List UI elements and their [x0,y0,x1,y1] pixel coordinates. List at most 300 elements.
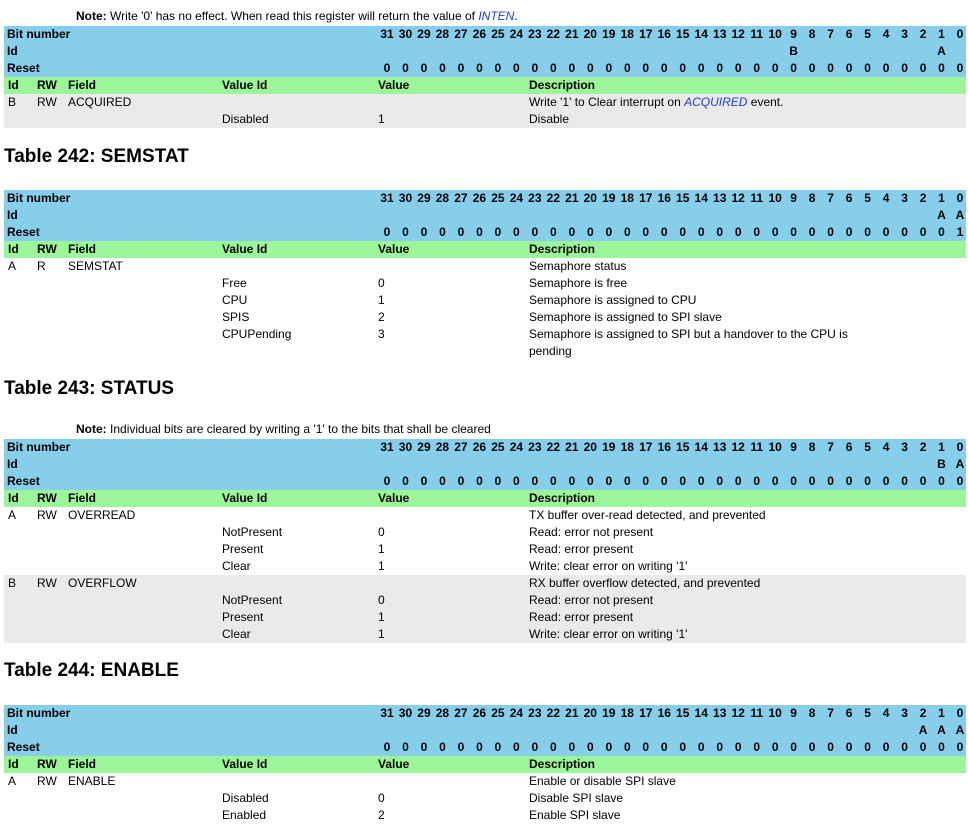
field-description: RX buffer overflow detected, and prevented [529,576,761,590]
reset-bit-4: 0 [882,474,890,488]
id-bits [377,43,964,60]
reset-label: Reset [7,61,40,75]
bit-number-3: 3 [901,440,908,454]
bit-number-25: 25 [491,706,505,720]
value-id: Clear [222,627,251,641]
bit-number-6: 6 [845,440,853,454]
reset-bit-8: 0 [808,225,816,239]
reset-bit-22: 0 [550,225,557,239]
bit-number-24: 24 [509,191,524,205]
field-id: B [8,576,17,590]
bit-number-29: 29 [417,27,431,41]
reset-bit-29: 0 [420,474,428,488]
id-bit-1: A [937,44,946,58]
value-row [4,309,966,326]
register-table-intenclr [4,26,966,128]
bit-number-6: 6 [845,191,853,205]
reset-bits [377,473,964,490]
reset-bit-14: 0 [697,740,705,754]
reset-bit-27: 0 [457,740,465,754]
reset-bit-3: 0 [901,474,908,488]
reset-bit-0: 1 [956,225,964,239]
reset-bit-31: 0 [383,740,391,754]
value: 0 [378,276,385,290]
header-value-id: Value Id [222,491,268,505]
table-title-semstat: Table 242: SEMSTAT [4,146,189,167]
bit-number-6: 6 [845,706,853,720]
reset-bit-2: 0 [919,740,927,754]
value: 1 [378,112,385,126]
value: 1 [378,627,385,641]
bit-number-22: 22 [546,191,561,205]
reset-bit-23: 0 [531,61,539,75]
reset-bit-10: 0 [771,61,779,75]
field-row [4,773,966,790]
header-row [4,77,966,94]
reset-bit-14: 0 [697,474,705,488]
reset-bit-18: 0 [623,740,631,754]
reset-bit-6: 0 [845,474,853,488]
table-title-enable: Table 244: ENABLE [4,660,179,681]
bit-number-14: 14 [694,27,708,41]
field-name: SEMSTAT [68,259,123,273]
reset-bit-12: 0 [734,61,742,75]
bit-number-0: 0 [956,706,964,720]
reset-bit-26: 0 [476,474,483,488]
value-description: Enable SPI slave [529,808,621,822]
field-description [529,94,783,111]
reset-bit-31: 0 [383,61,391,75]
field-rw: R [37,259,46,273]
note-label: Note: [76,422,107,436]
register-table-semstat [4,190,966,360]
bit-number-13: 13 [713,27,727,41]
bit-number-12: 12 [731,27,745,41]
reset-bit-10: 0 [771,740,779,754]
id-bit-0: A [955,723,965,737]
bit-number-8: 8 [808,440,816,454]
value: 2 [378,310,385,324]
bit-number-26: 26 [472,440,487,454]
bit-number-12: 12 [731,440,745,454]
value-id: SPIS [222,310,250,324]
bit-number-9: 9 [790,27,797,41]
reset-bit-26: 0 [476,740,483,754]
bit-numbers [377,439,964,456]
id-bit-1: A [937,208,946,222]
value: 0 [378,525,385,539]
field-description: Semaphore status [529,259,627,273]
bit-number-16: 16 [657,191,671,205]
header-id: Id [8,757,19,771]
reset-bit-17: 0 [642,740,650,754]
reset-bit-7: 0 [827,61,834,75]
value-row [4,807,966,824]
value-row [4,292,966,309]
value-id: CPUPending [222,327,292,341]
reset-bit-0: 0 [956,740,964,754]
value-description: Semaphore is assigned to SPI but a handover to the CPU is pending [529,327,848,358]
bit-number-3: 3 [901,706,908,720]
bit-number-18: 18 [620,440,634,454]
bit-number-30: 30 [398,706,413,720]
field-name: ACQUIRED [68,95,132,109]
reset-bit-12: 0 [734,740,742,754]
header-value-id: Value Id [222,78,268,92]
reset-bit-2: 0 [919,61,927,75]
reset-bit-9: 0 [790,225,797,239]
bit-number-23: 23 [528,440,542,454]
reset-bit-12: 0 [734,225,742,239]
reset-bit-17: 0 [642,225,650,239]
reset-bit-25: 0 [494,474,502,488]
bit-number-28: 28 [435,440,450,454]
reset-bit-29: 0 [420,225,428,239]
reset-row [4,60,966,77]
reset-bit-5: 0 [864,740,871,754]
bit-number-11: 11 [750,27,764,41]
header-value: Value [378,242,410,256]
header-value: Value [378,491,410,505]
register-note [76,9,518,23]
bit-number-11: 11 [750,706,764,720]
id-bit-0: A [955,208,965,222]
bit-number-4: 4 [882,440,890,454]
id-row [4,456,966,473]
value-description: Read: error not present [529,593,654,607]
field-row [4,575,966,592]
bit-number-5: 5 [864,27,871,41]
reset-bit-0: 0 [956,61,964,75]
bit-number-16: 16 [657,27,671,41]
bit-number-18: 18 [620,191,634,205]
bit-number-28: 28 [435,27,450,41]
reset-bit-18: 0 [623,225,631,239]
reset-bit-5: 0 [864,474,871,488]
field-id: A [8,774,17,788]
bit-number-23: 23 [528,191,542,205]
header-value: Value [378,78,410,92]
id-row [4,207,966,224]
reset-bit-3: 0 [901,225,908,239]
bit-number-21: 21 [565,27,579,41]
bit-number-15: 15 [676,27,690,41]
reset-bit-13: 0 [716,61,724,75]
bit-number-25: 25 [491,27,505,41]
value-id: Free [222,276,247,290]
header-description: Description [529,78,596,92]
field-id: A [8,508,17,522]
bit-number-7: 7 [827,440,834,454]
desc-link-acquired[interactable]: ACQUIRED [684,95,748,109]
reset-bit-5: 0 [864,225,871,239]
bit-number-7: 7 [827,706,834,720]
id-label: Id [7,723,18,737]
value-description: Write: clear error on writing '1' [529,627,688,641]
field-id: B [8,95,17,109]
value: 1 [378,542,385,556]
bit-number-21: 21 [565,191,579,205]
bit-number-16: 16 [657,706,671,720]
bit-number-27: 27 [454,27,468,41]
bit-number-28: 28 [435,706,450,720]
bit-number-17: 17 [639,440,653,454]
reset-bit-5: 0 [864,61,871,75]
value-description: Disable [529,112,570,126]
reset-bit-20: 0 [586,225,594,239]
bit-number-row [4,26,966,43]
value-description: Read: error present [529,542,634,556]
bit-number-18: 18 [620,706,634,720]
reset-bit-11: 0 [753,61,761,75]
reset-bit-3: 0 [901,61,908,75]
reset-bit-7: 0 [827,740,834,754]
reset-bit-23: 0 [531,225,539,239]
bit-number-31: 31 [380,706,394,720]
header-value-id: Value Id [222,757,268,771]
reset-bit-15: 0 [679,474,687,488]
value-row [4,524,966,541]
bit-number-10: 10 [768,706,782,720]
bit-number-1: 1 [938,440,945,454]
bit-number-2: 2 [919,706,927,720]
bit-number-23: 23 [528,27,542,41]
bit-number-27: 27 [454,191,468,205]
header-field: Field [68,78,97,92]
desc-text: Write '1' to Clear interrupt on [529,95,685,109]
reset-bit-21: 0 [568,740,576,754]
reset-bit-9: 0 [790,61,797,75]
note-text: Individual bits are cleared by writing a '1' to the bits that shall be cleared [106,422,491,436]
reset-bit-30: 0 [402,61,409,75]
bit-number-29: 29 [417,706,431,720]
reset-bit-30: 0 [402,474,409,488]
header-id: Id [8,242,19,256]
reset-bit-26: 0 [476,225,483,239]
reset-bit-7: 0 [827,474,834,488]
reset-bit-16: 0 [660,61,668,75]
reset-bit-16: 0 [660,225,668,239]
reset-bit-13: 0 [716,740,724,754]
value-id: NotPresent [222,525,283,539]
bit-number-30: 30 [398,440,413,454]
bit-number-13: 13 [713,440,727,454]
bit-number-25: 25 [491,440,505,454]
value-id: Enabled [222,808,267,822]
reset-bit-31: 0 [383,474,391,488]
value: 1 [378,293,385,307]
reset-bit-20: 0 [586,740,594,754]
bit-number-22: 22 [546,706,561,720]
reset-bit-1: 0 [938,225,945,239]
value-row [4,592,966,609]
reset-bit-6: 0 [845,61,853,75]
bit-number-10: 10 [768,27,782,41]
bit-numbers [377,705,964,722]
field-row [4,507,966,524]
value-description: Disable SPI slave [529,791,624,805]
reset-bit-9: 0 [790,474,797,488]
bit-number-14: 14 [694,440,708,454]
reset-bit-14: 0 [697,225,705,239]
bit-number-24: 24 [509,27,524,41]
bit-number-20: 20 [583,27,597,41]
header-rw: RW [37,242,57,256]
reset-bit-1: 0 [938,740,945,754]
reset-row [4,739,966,756]
value-row [4,541,966,558]
bit-number-5: 5 [864,706,871,720]
id-bit-9: B [789,44,798,58]
reset-bits [377,224,964,241]
bit-number-14: 14 [694,191,708,205]
bit-number-17: 17 [639,706,653,720]
value-id: CPU [222,293,248,307]
value-id: Present [222,542,264,556]
bit-number-11: 11 [750,440,764,454]
reset-bit-24: 0 [513,225,520,239]
id-row [4,43,966,60]
field-rw: RW [37,576,57,590]
header-field: Field [68,757,97,771]
bit-number-2: 2 [919,440,927,454]
reset-bit-17: 0 [642,474,650,488]
value-description: Read: error not present [529,525,654,539]
value: 3 [378,327,385,341]
reset-bit-11: 0 [753,225,761,239]
bit-number-19: 19 [602,191,616,205]
bit-number-6: 6 [845,27,853,41]
value-description: Write: clear error on writing '1' [529,559,688,573]
id-label: Id [7,44,18,58]
header-row [4,756,966,773]
bit-number-4: 4 [882,191,890,205]
id-label: Id [7,208,18,222]
reset-bit-18: 0 [623,474,631,488]
reset-bit-8: 0 [808,61,816,75]
reset-bit-11: 0 [753,740,761,754]
header-id: Id [8,491,19,505]
reset-bit-24: 0 [513,61,520,75]
reset-bit-19: 0 [605,740,613,754]
reset-bit-2: 0 [919,225,927,239]
reset-bit-31: 0 [383,225,391,239]
bit-number-1: 1 [938,27,945,41]
value-id: Clear [222,559,251,573]
bit-number-15: 15 [676,440,690,454]
bit-number-30: 30 [398,27,413,41]
reset-bit-0: 0 [956,474,964,488]
field-row [4,94,966,111]
bit-number-8: 8 [808,27,816,41]
bit-number-0: 0 [956,440,964,454]
field-description: Enable or disable SPI slave [529,774,676,788]
reset-bit-8: 0 [808,474,816,488]
value-row [4,326,966,360]
reset-bit-30: 0 [402,740,409,754]
value-row [4,626,966,643]
desc-text-end: event. [747,95,784,109]
id-label: Id [7,457,18,471]
reset-bit-11: 0 [753,474,761,488]
reset-bit-25: 0 [494,61,502,75]
field-name: OVERFLOW [68,576,137,590]
reset-bit-22: 0 [550,474,557,488]
reset-bit-25: 0 [494,225,502,239]
value: 2 [378,808,385,822]
bit-number-25: 25 [491,191,505,205]
note-end: . [514,9,518,23]
reset-bit-15: 0 [679,61,687,75]
header-description: Description [529,491,596,505]
bit-number-15: 15 [676,191,690,205]
reset-bit-12: 0 [734,474,742,488]
bit-number-31: 31 [380,440,394,454]
header-field: Field [68,491,97,505]
reset-bit-23: 0 [531,740,539,754]
bit-number-12: 12 [731,191,745,205]
reset-bit-4: 0 [882,225,890,239]
value: 1 [378,559,385,573]
value-description: Semaphore is free [529,276,628,290]
bit-number-label: Bit number [7,706,71,720]
value-row [4,790,966,807]
bit-number-27: 27 [454,706,468,720]
field-rw: RW [37,508,57,522]
bit-number-14: 14 [694,706,708,720]
header-description: Description [529,242,596,256]
reset-bit-1: 0 [938,61,945,75]
bit-number-21: 21 [565,440,579,454]
bit-number-0: 0 [956,191,964,205]
bit-number-3: 3 [901,191,908,205]
reset-bit-15: 0 [679,740,687,754]
reset-bit-18: 0 [623,61,631,75]
reset-bit-27: 0 [457,225,465,239]
field-row [4,258,966,275]
reset-bit-30: 0 [402,225,409,239]
bit-number-4: 4 [882,27,890,41]
bit-number-row [4,439,966,456]
note-link-inten[interactable]: INTEN [478,9,515,23]
reset-label: Reset [7,474,40,488]
bit-number-19: 19 [602,706,616,720]
field-description: TX buffer over-read detected, and prevented [529,508,766,522]
reset-bit-19: 0 [605,61,613,75]
header-row [4,241,966,258]
bit-number-8: 8 [808,706,816,720]
bit-number-12: 12 [731,706,745,720]
reset-bit-21: 0 [568,61,576,75]
bit-number-13: 13 [713,191,727,205]
bit-number-15: 15 [676,706,690,720]
header-id: Id [8,78,19,92]
reset-row [4,224,966,241]
reset-bit-14: 0 [697,61,705,75]
bit-number-9: 9 [790,191,797,205]
reset-bit-28: 0 [439,225,446,239]
register-note [76,422,491,436]
reset-bit-16: 0 [660,474,668,488]
reset-bit-4: 0 [882,740,890,754]
bit-number-24: 24 [509,440,524,454]
value-row [4,609,966,626]
bit-number-9: 9 [790,706,797,720]
reset-bit-4: 0 [882,61,890,75]
register-table-status [4,439,966,643]
bit-number-17: 17 [639,27,653,41]
header-rw: RW [37,78,57,92]
